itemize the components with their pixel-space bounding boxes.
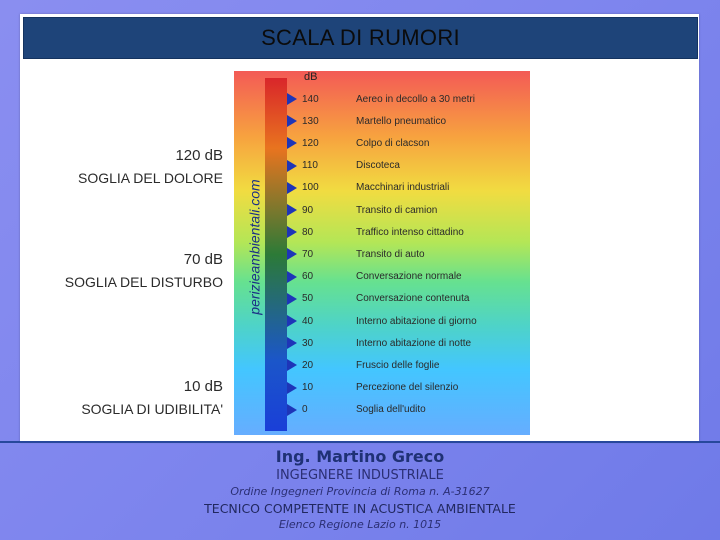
scale-row-db: 130 xyxy=(302,115,319,127)
scale-row xyxy=(287,336,527,350)
scale-row-description: Interno abitazione di notte xyxy=(356,337,472,349)
triangle-marker-icon xyxy=(287,182,297,194)
threshold-audibility xyxy=(81,376,223,420)
scale-row-db: 10 xyxy=(302,382,314,394)
triangle-marker-icon xyxy=(287,248,297,260)
scale-row-db: 60 xyxy=(302,271,314,283)
threshold-disturbance-value: 70 dB xyxy=(183,251,223,268)
slide xyxy=(20,14,699,442)
scale-row xyxy=(287,247,527,261)
threshold-pain-value: 120 dB xyxy=(175,147,223,164)
scale-row-description: Interno abitazione di giorno xyxy=(356,315,477,327)
scale-row-description: Fruscio delle foglie xyxy=(356,359,440,371)
triangle-marker-icon xyxy=(287,337,297,349)
scale-row xyxy=(287,381,527,395)
scale-row-db: 100 xyxy=(302,182,319,194)
db-unit-label: dB xyxy=(304,71,318,83)
scale-row xyxy=(287,225,527,239)
watermark-text: perizieambientali.com xyxy=(247,178,263,315)
threshold-pain xyxy=(78,145,223,189)
scale-row-description: Conversazione normale xyxy=(356,271,462,283)
triangle-marker-icon xyxy=(287,93,297,105)
triangle-marker-icon xyxy=(287,271,297,283)
triangle-marker-icon xyxy=(287,293,297,305)
scale-row xyxy=(287,159,527,173)
scale-row xyxy=(287,292,527,306)
slide-title: SCALA DI RUMORI xyxy=(261,25,460,50)
scale-row-db: 80 xyxy=(302,226,314,238)
threshold-disturbance xyxy=(65,249,223,293)
scale-row-db: 20 xyxy=(302,359,314,371)
triangle-marker-icon xyxy=(287,315,297,327)
scale-row-db: 120 xyxy=(302,137,319,149)
scale-row-db: 40 xyxy=(302,315,314,327)
triangle-marker-icon xyxy=(287,382,297,394)
scale-row xyxy=(287,181,527,195)
triangle-marker-icon xyxy=(287,160,297,172)
footer-order: Ordine Ingegneri Provincia di Roma n. A-31627 xyxy=(230,485,490,498)
scale-row xyxy=(287,203,527,217)
threshold-pain-label: SOGLIA DEL DOLORE xyxy=(78,170,223,186)
footer-registry: Elenco Regione Lazio n. 1015 xyxy=(278,518,442,531)
scale-row xyxy=(287,270,527,284)
triangle-marker-icon xyxy=(287,359,297,371)
scale-row-description: Aereo in decollo a 30 metri xyxy=(356,93,475,105)
scale-row xyxy=(287,403,527,417)
scale-row-db: 70 xyxy=(302,248,314,260)
scale-row-description: Martello pneumatico xyxy=(356,115,447,127)
scale-row-db: 140 xyxy=(302,93,319,105)
footer-qualification: TECNICO COMPETENTE IN ACUSTICA AMBIENTALE xyxy=(204,501,516,516)
footer xyxy=(0,447,720,533)
footer-name: Ing. Martino Greco xyxy=(275,447,445,466)
triangle-marker-icon xyxy=(287,115,297,127)
triangle-marker-icon xyxy=(287,404,297,416)
scale-row-db: 110 xyxy=(302,160,318,172)
threshold-disturbance-label: SOGLIA DEL DISTURBO xyxy=(64,274,223,290)
triangle-marker-icon xyxy=(287,204,297,216)
scale-row-description: Traffico intenso cittadino xyxy=(356,226,464,238)
scale-row-description: Transito di auto xyxy=(356,248,425,260)
scale-row-description: Macchinari industriali xyxy=(356,182,450,194)
scale-row-db: 30 xyxy=(302,337,314,349)
scale-row-description: Conversazione contenuta xyxy=(356,293,470,305)
scale-row-description: Colpo di clacson xyxy=(356,137,430,149)
footer-divider xyxy=(0,441,720,443)
triangle-marker-icon xyxy=(287,226,297,238)
footer-role: INGEGNERE INDUSTRIALE xyxy=(276,468,444,483)
threshold-audibility-label: SOGLIA DI UDIBILITA' xyxy=(81,401,223,417)
scale-row-db: 90 xyxy=(302,204,314,216)
scale-row xyxy=(287,314,527,328)
title-bar xyxy=(23,17,698,59)
scale-row-db: 0 xyxy=(302,404,308,416)
noise-scale-panel xyxy=(234,71,530,435)
watermark xyxy=(245,89,265,404)
scale-row-description: Soglia dell'udito xyxy=(356,404,426,416)
gradient-scale-bar xyxy=(265,78,287,431)
scale-row xyxy=(287,136,527,150)
threshold-audibility-value: 10 dB xyxy=(183,378,223,395)
scale-row xyxy=(287,358,527,372)
scale-row-description: Transito di camion xyxy=(356,204,438,216)
triangle-marker-icon xyxy=(287,137,297,149)
scale-row xyxy=(287,114,527,128)
scale-row xyxy=(287,92,527,106)
scale-row-description: Discoteca xyxy=(356,160,400,172)
scale-row-db: 50 xyxy=(302,293,314,305)
scale-row-description: Percezione del silenzio xyxy=(356,382,459,394)
